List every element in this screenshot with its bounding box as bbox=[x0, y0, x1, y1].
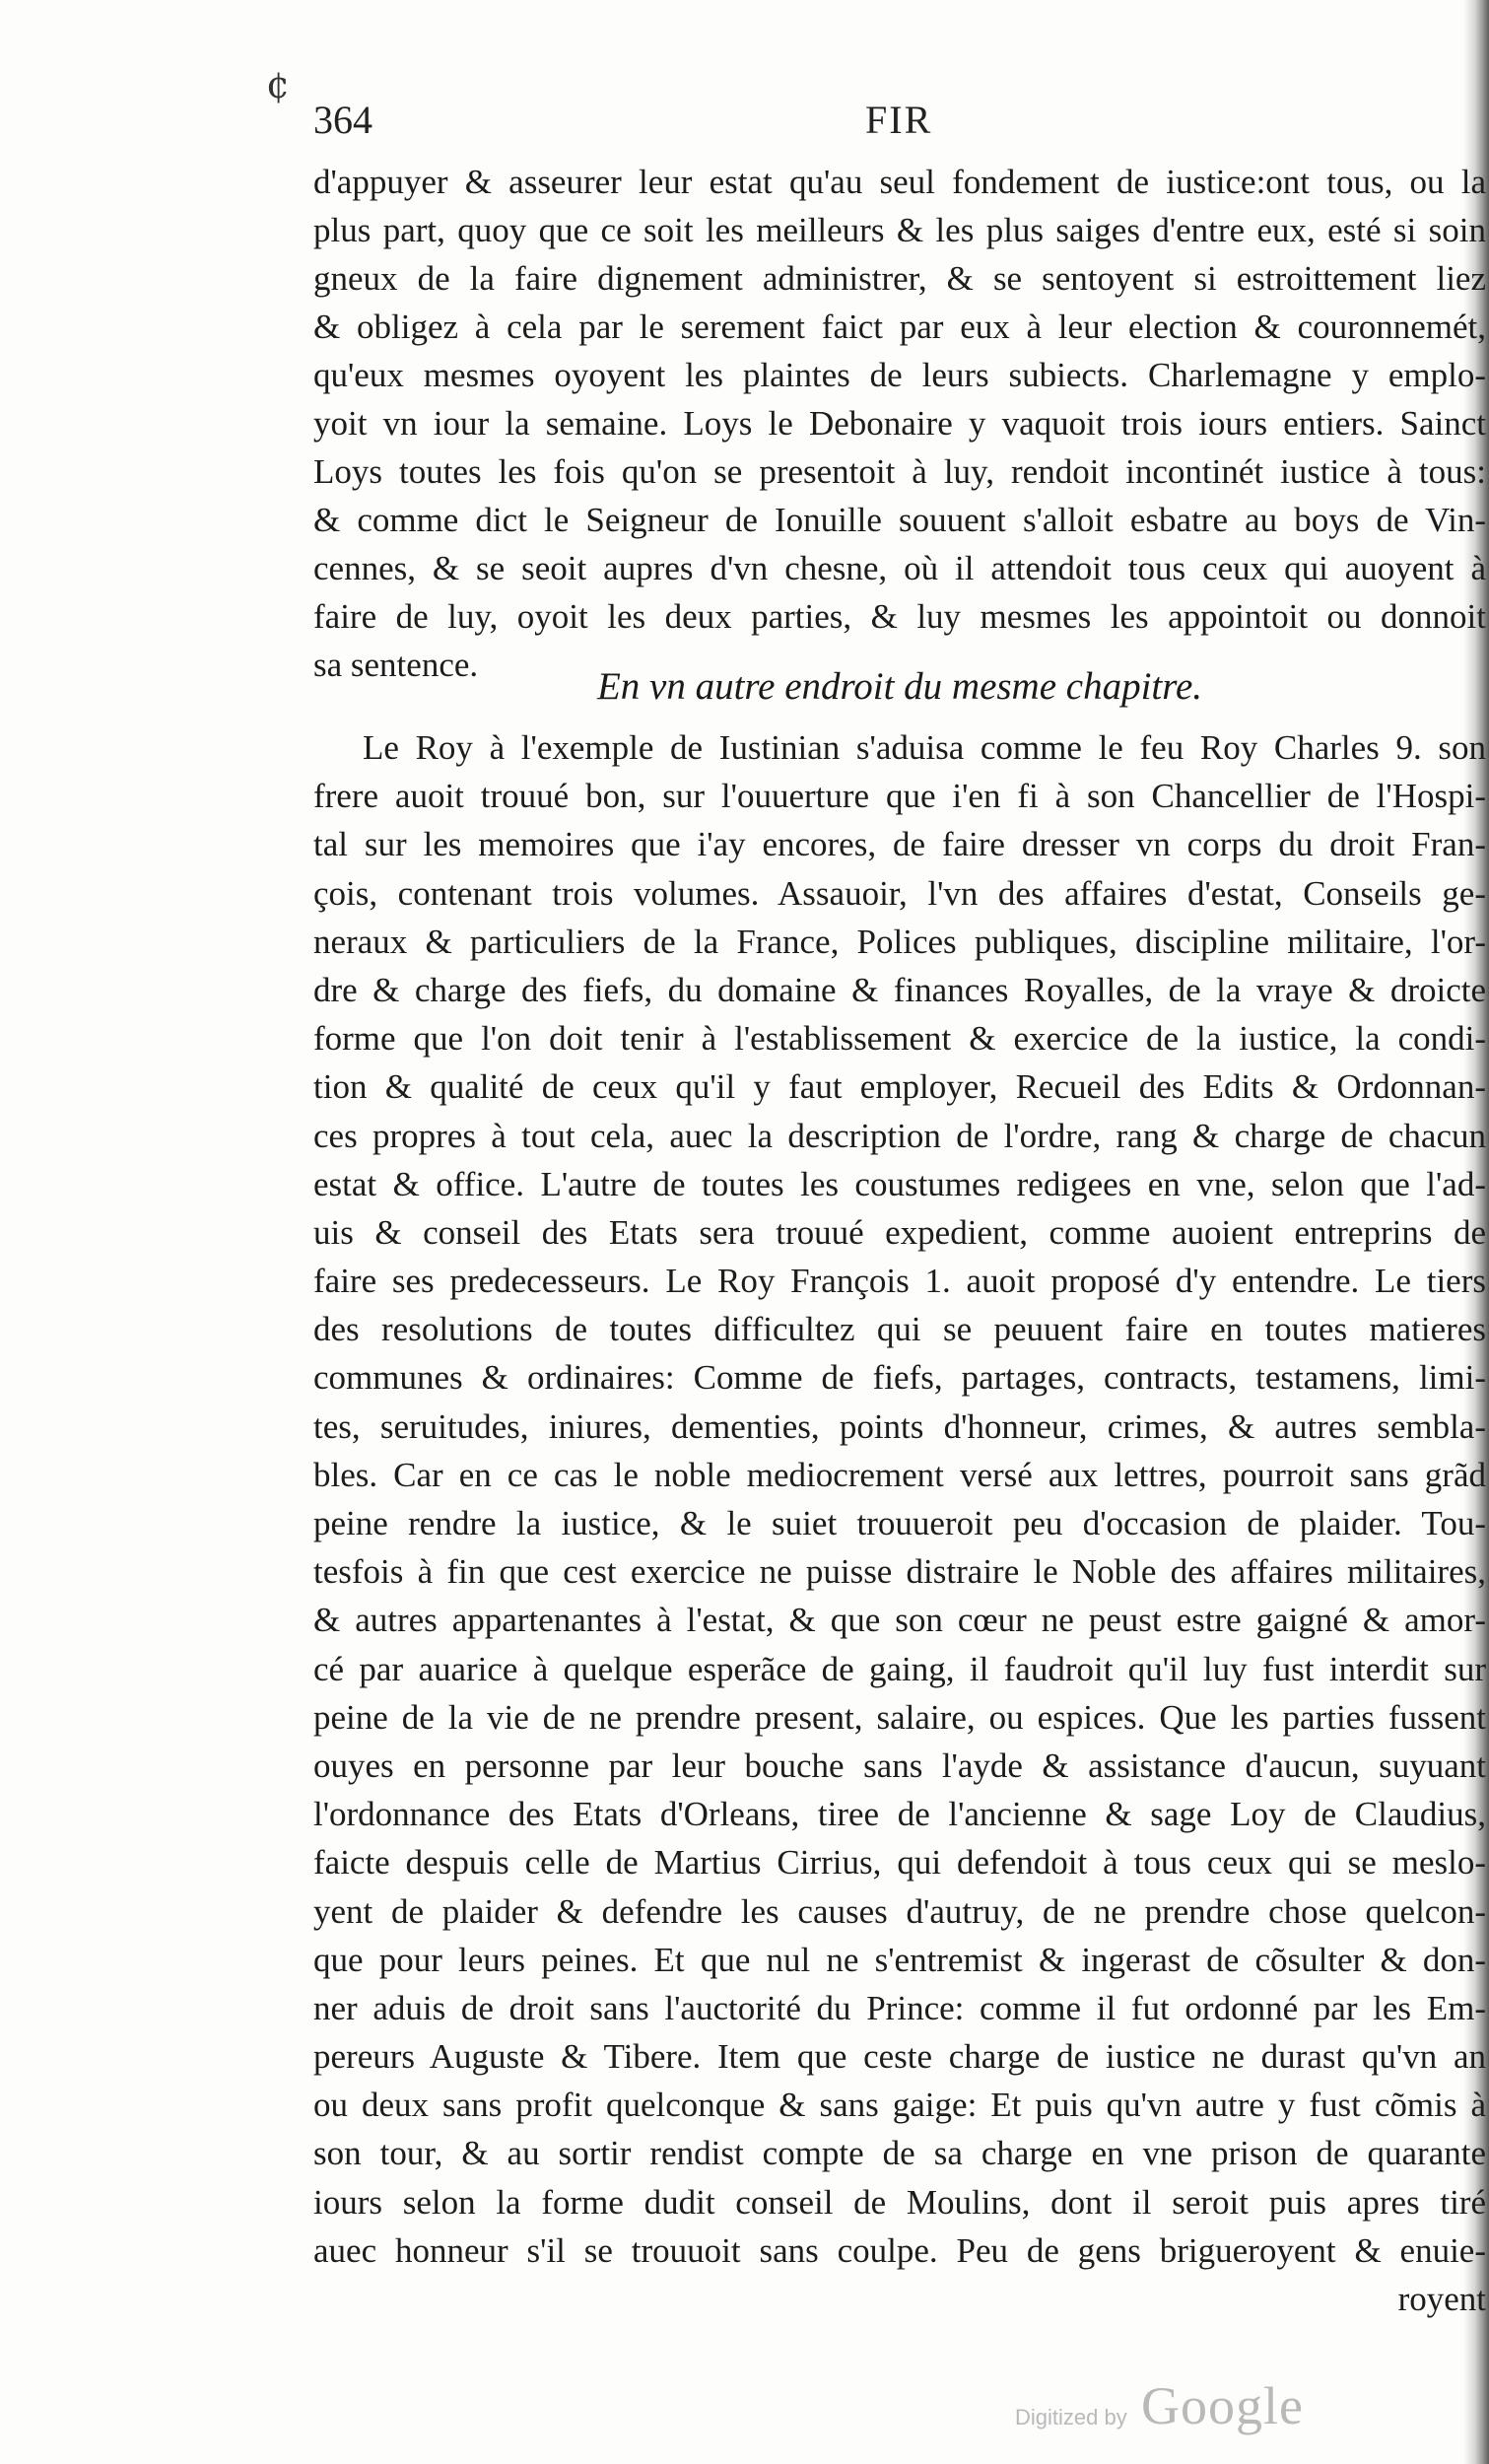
google-logo: Google bbox=[1141, 2376, 1304, 2435]
section-heading: En vn autre endroit du mesme chapitre. bbox=[596, 665, 1203, 708]
text-line: frere auoit trouué bon, sur l'ouuerture que i'en fi à son Chancellier de l'Hospi- bbox=[313, 777, 1486, 816]
text-line: yoit vn iour la semaine. Loys le Debonaire y vaquoit trois iours entiers. Sainct bbox=[313, 404, 1486, 443]
text-line: faicte despuis celle de Martius Cirrius, qui defendoit à tous ceux qui se meslo- bbox=[313, 1843, 1486, 1882]
text-line: & comme dict le Seigneur de Ionuille souuent s'alloit esbatre au boys de Vin- bbox=[313, 501, 1486, 539]
text-line: iours selon la forme dudit conseil de Moulins, dont il seroit puis apres tiré bbox=[313, 2182, 1486, 2222]
text-line: uis & conseil des Etats sera trouué expedient, comme auoient entreprins de bbox=[313, 1212, 1486, 1252]
text-line: faire de luy, oyoit les deux parties, & luy mesmes les appointoit ou donnoit bbox=[313, 597, 1486, 636]
text-line: des resolutions de toutes difficultez qui se peuuent faire en toutes matieres bbox=[313, 1310, 1486, 1349]
text-line: & obligez à cela par le serement faict par eux à leur election & couronnemét, bbox=[313, 308, 1486, 346]
text-line: tal sur les memoires que i'ay encores, de faire dresser vn corps du droit Fran- bbox=[313, 825, 1486, 864]
text-line: estat & office. L'autre de toutes les coustumes redigees en vne, selon que l'ad- bbox=[313, 1164, 1486, 1203]
text-line: Loys toutes les fois qu'on se presentoit à luy, rendoit incontinét iustice à tous: bbox=[313, 452, 1486, 491]
text-line: que pour leurs peines. Et que nul ne s'entremist & ingerast de cõsulter & don- bbox=[313, 1940, 1486, 1979]
catchword: royent bbox=[1397, 2280, 1486, 2318]
text-line: son tour, & au sortir rendist compte de sa charge en vne prison de quarante bbox=[313, 2134, 1486, 2173]
text-line: ner aduis de droit sans l'auctorité du Prince: comme il fut ordonné par les Em- bbox=[313, 1988, 1486, 2027]
text-line: tion & qualité de ceux qu'il y faut employer, Recueil des Edits & Ordonnan- bbox=[313, 1067, 1486, 1107]
text-line: d'appuyer & asseurer leur estat qu'au seul fondement de iustice:ont tous, ou la bbox=[313, 163, 1486, 201]
text-line: peine de la vie de ne prendre present, salaire, ou espices. Que les parties fussent bbox=[313, 1697, 1486, 1737]
text-line: Le Roy à l'exemple de Iustinian s'aduisa comme le feu Roy Charles 9. son bbox=[363, 728, 1486, 767]
text-line: forme que l'on doit tenir à l'establissement & exercice de la iustice, la condi- bbox=[313, 1019, 1486, 1059]
text-line: cé par auarice à quelque esperãce de gaing, il faudroit qu'il luy fust interdit sur bbox=[313, 1649, 1486, 1688]
text-line: ouyes en personne par leur bouche sans l'ayde & assistance d'aucun, suyuant bbox=[313, 1745, 1486, 1785]
watermark-prefix: Digitized by bbox=[1015, 2405, 1127, 2430]
corner-mark: ¢ bbox=[266, 63, 291, 106]
text-line: sa sentence. bbox=[313, 646, 479, 684]
text-line: communes & ordinaires: Comme de fiefs, partages, contracts, testamens, limi- bbox=[313, 1358, 1486, 1398]
page-number: 364 bbox=[313, 98, 372, 142]
text-line: tes, seruitudes, iniures, dementies, points d'honneur, crimes, & autres sembla- bbox=[313, 1406, 1486, 1446]
text-line: cennes, & se seoit aupres d'vn chesne, où il attendoit tous ceux qui auoyent à bbox=[313, 549, 1486, 587]
text-line: yent de plaider & defendre les causes d'autruy, de ne prendre chose quelcon- bbox=[313, 1891, 1486, 1931]
running-head bbox=[313, 97, 1456, 156]
text-line: neraux & particuliers de la France, Polices publiques, discipline militaire, l'or- bbox=[313, 922, 1486, 961]
running-head-title: FIR bbox=[865, 98, 933, 142]
text-line: gneux de la faire dignement administrer, & se sentoyent si estroittement liez bbox=[313, 259, 1486, 298]
text-line: dre & charge des fiefs, du domaine & finances Royalles, de la vraye & droicte bbox=[313, 970, 1486, 1009]
text-line: auec honneur s'il se trouuoit sans coulpe. Peu de gens brigueroyent & enuie- bbox=[313, 2230, 1486, 2270]
text-line: qu'eux mesmes oyoyent les plaintes de leurs subiects. Charlemagne y emplo- bbox=[313, 356, 1486, 394]
text-line: & autres appartenantes à l'estat, & que son cœur ne peust estre gaigné & amor- bbox=[313, 1601, 1486, 1640]
text-line: l'ordonnance des Etats d'Orleans, tiree de l'ancienne & sage Loy de Claudius, bbox=[313, 1795, 1486, 1834]
text-line: ces propres à tout cela, auec la description de l'ordre, rang & charge de chacun bbox=[313, 1116, 1486, 1155]
text-line: faire ses predecesseurs. Le Roy François 1. auoit proposé d'y entendre. Le tiers bbox=[313, 1262, 1486, 1301]
paragraph-main bbox=[313, 723, 1486, 2323]
text-line: plus part, quoy que ce soit les meilleurs & les plus saiges d'entre eux, esté si soin bbox=[313, 211, 1486, 249]
text-line: peine rendre la iustice, & le suiet trouueroit peu d'occasion de plaider. Tou- bbox=[313, 1504, 1486, 1542]
text-line: tesfois à fin que cest exercice ne puisse distraire le Noble des affaires militaires, bbox=[313, 1552, 1486, 1592]
text-line: ou deux sans profit quelconque & sans gaige: Et puis qu'vn autre y fust cõmis à bbox=[313, 2086, 1486, 2125]
text-line: bles. Car en ce cas le noble mediocrement versé aux lettres, pourroit sans grãd bbox=[313, 1455, 1486, 1494]
paragraph-top bbox=[313, 158, 1486, 689]
text-line: çois, contenant trois volumes. Assauoir, l'vn des affaires d'estat, Conseils ge- bbox=[313, 873, 1486, 913]
text-line: pereurs Auguste & Tibere. Item que ceste charge de iustice ne durast qu'vn an bbox=[313, 2037, 1486, 2077]
